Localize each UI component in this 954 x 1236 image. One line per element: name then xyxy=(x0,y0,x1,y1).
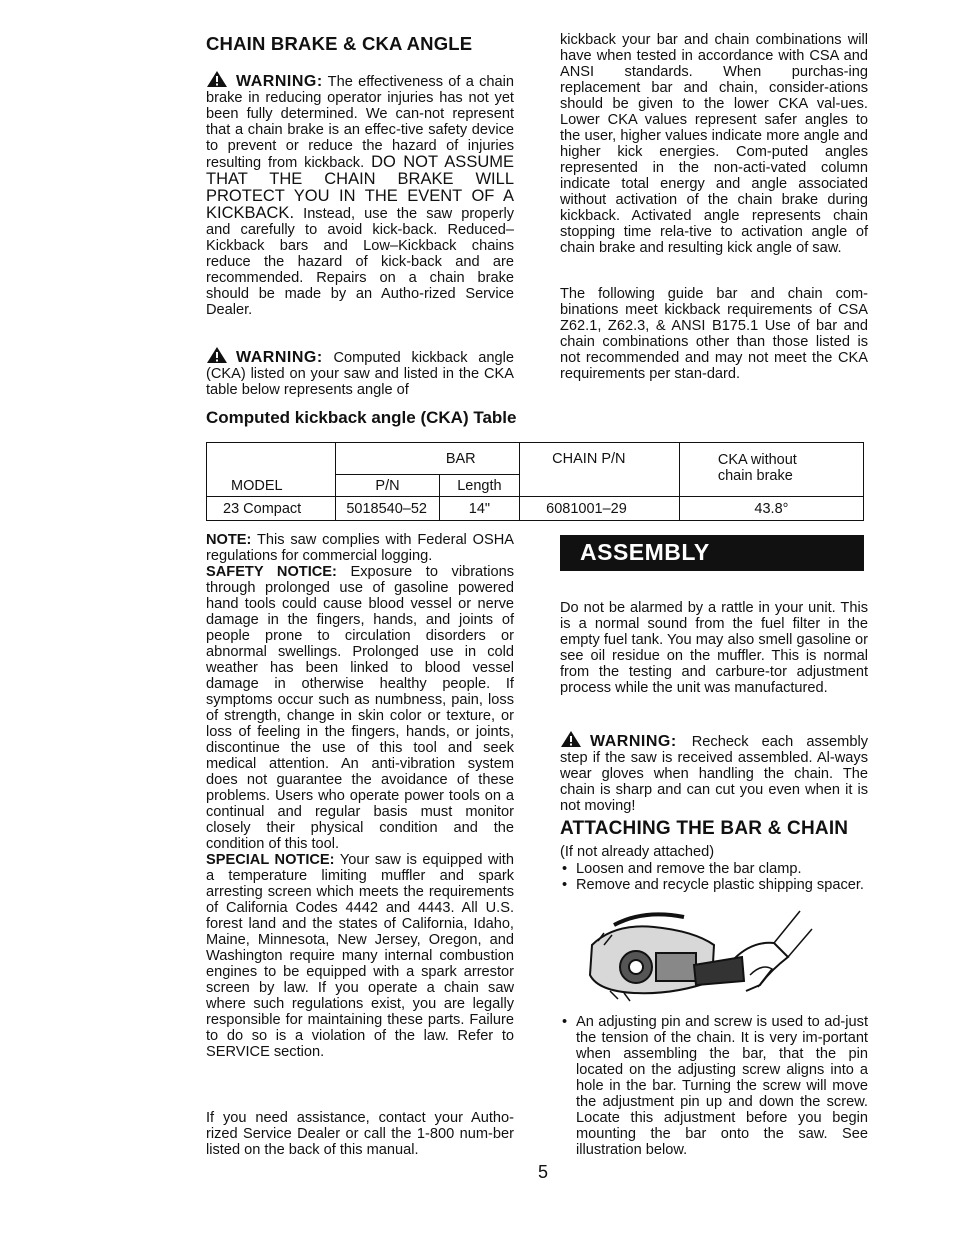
cka-table-title: Computed kickback angle (CKA) Table xyxy=(206,408,517,427)
header-model: MODEL xyxy=(207,443,336,497)
cka-table xyxy=(206,442,864,521)
header-cka xyxy=(679,443,863,497)
list-item: • An adjusting pin and screw is used to ad-just the tension of the chain. It is very im-portant when assembling the bar, that the pin located on the adjusting screw aligns into a hole in the bar. Turning the screw will move the adjustment pin up and down the screw. Locate this adjustment before you begin mounting the bar onto the saw. See illustration below. xyxy=(560,1014,868,1158)
warning-3-text: Recheck each assembly step if the saw is received assembled. Al-ways wear gloves when handling the chain. The chain is sharp and can cut you even when it is not moving! xyxy=(560,734,868,814)
guide-bar-paragraph: The following guide bar and chain com-binations meet kickback requirements of CSA Z62.1, Z62.3, & ANSI B175.1 Use of bar and chain combinations other than those listed is not recommended and may not meet the CKA requirements per stan-dard. xyxy=(560,286,868,382)
header-bar-pn: P/N xyxy=(336,475,439,497)
assembly-banner xyxy=(560,535,864,571)
cell-bar-pn: 5018540–52 xyxy=(336,497,439,521)
warning-2-label: WARNING: xyxy=(236,349,323,366)
special-notice-text: Your saw is equipped with a temperature limiting muffler and spark arresting screen which meets the requirements of California Codes 4442 and 4443. All U.S. forest land and the states of California, Idaho, Maine, Minnesota, New Jersey, Oregon, and Washington require many internal combustion engines to be equipped with a spark arrestor screen by law. If you operate a chain saw where such regulations exist, you are legally responsible for maintaining these parts. Failure to do so is a violation of the law. Refer to SERVICE section. xyxy=(206,852,514,1060)
cka-continued-paragraph: kickback your bar and chain combinations will have when tested in accordance with CSA and ANSI standards. When purchas-ing replacement bar and chain, consider-ations should be given to the lower CKA val-ues. Lower CKA values represent safer angles to the user, higher values indicate more angle and higher kick energies. Com-puted angles represented in the non-acti-vated column indicate total energy and angle associated without activation of the chain brake during kickback. Activated angle represents chain stopping time rela-tive to activation angle of chain brake and resulting kick angle of saw. xyxy=(560,32,868,256)
warning-triangle-icon xyxy=(206,70,228,88)
header-bar: BAR xyxy=(336,443,520,475)
warning-2-paragraph xyxy=(206,346,514,398)
table-row xyxy=(207,497,864,521)
adjust-steps-list xyxy=(560,1014,868,1158)
note-text: This saw complies with Federal OSHA regulations for commercial logging. xyxy=(206,532,514,564)
safety-notice-label: SAFETY NOTICE: xyxy=(206,564,337,580)
header-cka-text: CKA without chain brake xyxy=(717,452,797,484)
warning-triangle-icon xyxy=(560,730,582,748)
note-paragraph xyxy=(206,532,514,1060)
warning-2-text: Computed kickback angle (CKA) listed on your saw and listed in the CKA table below represents angle of xyxy=(206,350,514,398)
page-number: 5 xyxy=(538,1162,549,1182)
warning-1-rest: Instead, use the saw properly and carefully to avoid kick-back. Reduced–Kickback bars and Low–Kickback chains reduce the hazard of kick-back and are recommended. Repairs on a chain brake should be made by an Autho-rized Service Dealer. xyxy=(206,206,514,318)
cell-length: 14" xyxy=(439,497,520,521)
attaching-heading: ATTACHING THE BAR & CHAIN xyxy=(560,818,849,839)
warning-1-text: The effectiveness of a chain brake in reducing operator injuries has not yet been fully determined. We can-not represent that a chain brake is an effec-tive safety device to prevent or reduce the hazard of injuries resulting from kickback. xyxy=(206,74,514,171)
warning-3-label: WARNING: xyxy=(590,733,677,750)
warning-3-paragraph xyxy=(560,730,868,814)
cell-chain-pn: 6081001–29 xyxy=(520,497,680,521)
warning-1-label: WARNING: xyxy=(236,73,323,90)
list-item: • Loosen and remove the bar clamp. xyxy=(560,861,868,877)
note-label: NOTE: xyxy=(206,532,252,548)
warning-1-caps: DO NOT ASSUME THAT THE CHAIN BRAKE WILL PROTECT YOU IN THE EVENT OF A KICKBACK. xyxy=(206,153,514,222)
cell-model: 23 Compact xyxy=(207,497,336,521)
warning-triangle-icon xyxy=(206,346,228,364)
warning-1-paragraph xyxy=(206,70,514,318)
assistance-paragraph: If you need assistance, contact your Autho-rized Service Dealer or call the 1-800 num-ber listed on the back of this manual. xyxy=(206,1110,514,1158)
attaching-subtitle: (If not already attached) xyxy=(560,844,715,860)
safety-notice-text: Exposure to vibrations through prolonged use of gasoline powered hand tools could cause blood vessel or nerve damage in the fingers, hands, and joints of people prone to circulation disorders or abnormal swellings. Prolonged use in cold weather has been linked to blood vessel damage in otherwise healthy people. If symptoms occur such as numbness, pain, loss of strength, change in skin color or texture, or loss of feeling in the fingers, hands, or joints, discontinue the use of this tool and seek medical attention. An anti-vibration system does not guarantee the avoidance of these problems. Users who operate power tools on a continual and regular basis must monitor closely their physical condition and the condition of this tool. xyxy=(206,564,514,852)
rattle-paragraph: Do not be alarmed by a rattle in your unit. This is a normal sound from the fuel filter in the empty fuel tank. You may also smell gasoline or see oil residue on the muffler. This is normal from the testing and carbure-tor adjustment process while the unit was manufactured. xyxy=(560,600,868,696)
attach-steps-list xyxy=(560,861,868,893)
header-chain-pn: CHAIN P/N xyxy=(520,443,680,497)
cell-cka: 43.8° xyxy=(679,497,863,521)
chain-brake-heading: CHAIN BRAKE & CKA ANGLE xyxy=(206,33,473,54)
list-item: • Remove and recycle plastic shipping spacer. xyxy=(560,877,868,893)
assembly-banner-text: ASSEMBLY xyxy=(580,539,710,565)
special-notice-label: SPECIAL NOTICE: xyxy=(206,852,335,868)
header-bar-length: Length xyxy=(439,475,520,497)
chainsaw-bar-illustration xyxy=(574,905,814,1007)
